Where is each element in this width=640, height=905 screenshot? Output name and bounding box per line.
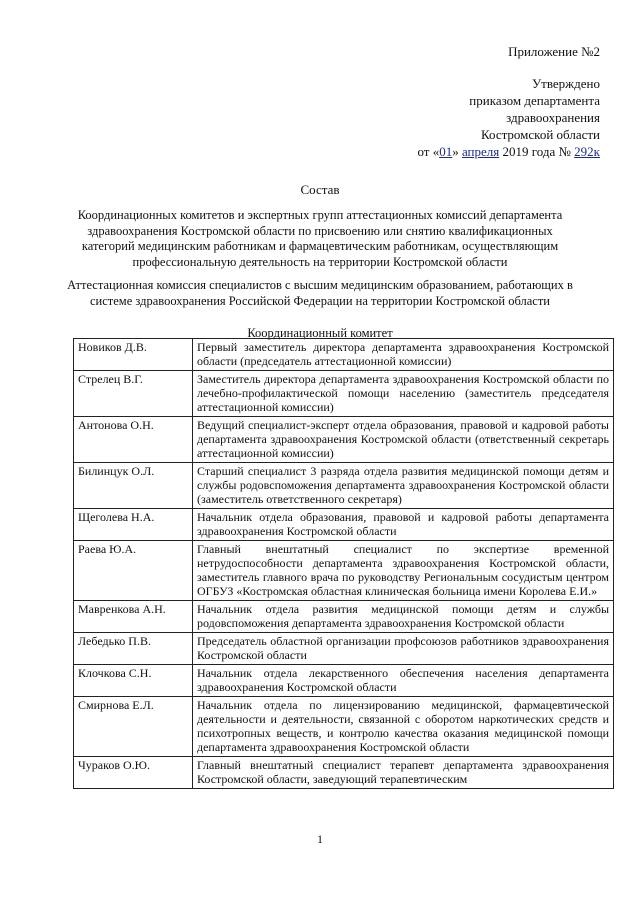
member-role: Ведущий специалист-эксперт отдела образования, правовой и кадровой работы департамента здравоохранения Костромской области (ответственный секретарь аттестационной комиссии) [193,417,614,463]
table-row [74,633,614,665]
members-table [73,338,614,789]
order-mid: » [452,144,462,159]
member-name: Лебедько П.В. [74,633,193,665]
member-name: Антонова О.Н. [74,417,193,463]
member-role: Начальник отдела лекарственного обеспечения населения департамента здравоохранения Костромской области [193,665,614,697]
table-row [74,601,614,633]
member-name: Стрелец В.Г. [74,371,193,417]
member-name: Чураков О.Ю. [74,757,193,789]
document-title: Состав [300,182,340,197]
order-prefix: от « [417,144,440,159]
approval-block [417,75,600,160]
order-line [417,143,600,160]
table-row [74,541,614,601]
page-number: 1 [317,832,323,846]
member-role: Главный внештатный специалист терапевт департамента здравоохранения Костромской области, заведующий терапевтическим [193,757,614,789]
approval-line: Костромской области [480,127,600,142]
member-name: Смирнова Е.Л. [74,697,193,757]
table-row [74,665,614,697]
member-role: Начальник отдела развития медицинской помощи детям и службы родовспоможения департамента здравоохранения Костромской области [193,601,614,633]
order-year: 2019 года № [499,144,575,159]
order-day: 01 [439,144,453,159]
table-row [74,463,614,509]
table-row [74,757,614,789]
table-row [74,509,614,541]
member-name: Клочкова С.Н. [74,665,193,697]
table-row [74,697,614,757]
member-name: Мавренкова А.Н. [74,601,193,633]
table-row [74,339,614,371]
member-role: Начальник отдела по лицензированию медицинской, фармацевтической деятельности и деятельности, связанной с оборотом наркотических средств и психотропных веществ, и контролю качества оказания медицинской помощи департамента здравоохранения Костромской области [193,697,614,757]
approval-line: приказом департамента [469,93,600,108]
document-subtitle: Координационных комитетов и экспертных групп аттестационных комиссий департамента здравоохранения Костромской области по присвоению или снятию квалификационных категорий медицинским работникам и фармацевтическим работникам, осуществляющим профессиональную деятельность на территории Костромской области [77,208,563,269]
member-role: Заместитель директора департамента здравоохранения Костромской области по лечебно-профилактической помощи населению (заместитель председателя аттестационной комиссии) [193,371,614,417]
table-caption: Координационный комитет [247,326,393,340]
commission-heading: Аттестационная комиссия специалистов с высшим медицинским образованием, работающих в системе здравоохранения Российской Федерации на территории Костромской области [67,278,573,308]
member-role: Председатель областной организации профсоюзов работников здравоохранения Костромской области [193,633,614,665]
member-name: Щеголева Н.А. [74,509,193,541]
member-role: Первый заместитель директора департамента здравоохранения Костромской области (председатель аттестационной комиссии) [193,339,614,371]
table-row [74,417,614,463]
member-role: Начальник отдела образования, правовой и кадровой работы департамента здравоохранения Костромской области [193,509,614,541]
member-name: Билинцук О.Л. [74,463,193,509]
approval-line: здравоохранения [506,110,600,125]
order-month: апреля [461,144,500,159]
members-table-body [74,339,614,789]
member-name: Раева Ю.А. [74,541,193,601]
order-number: 292к [574,144,600,159]
member-name: Новиков Д.В. [74,339,193,371]
approval-line: Утверждено [531,76,600,91]
appendix-label: Приложение №2 [508,44,600,59]
member-role: Главный внештатный специалист по экспертизе временной нетрудоспособности департамента здравоохранения Костромской области, заместитель главного врача по руководству Региональным сосудистым центром ОГБУЗ «Костромская областная клиническая больница имени Королева Е.И.» [193,541,614,601]
member-role: Старший специалист 3 разряда отдела развития медицинской помощи детям и службы родовспоможения департамента здравоохранения Костромской области (заместитель ответственного секретаря) [193,463,614,509]
table-row [74,371,614,417]
